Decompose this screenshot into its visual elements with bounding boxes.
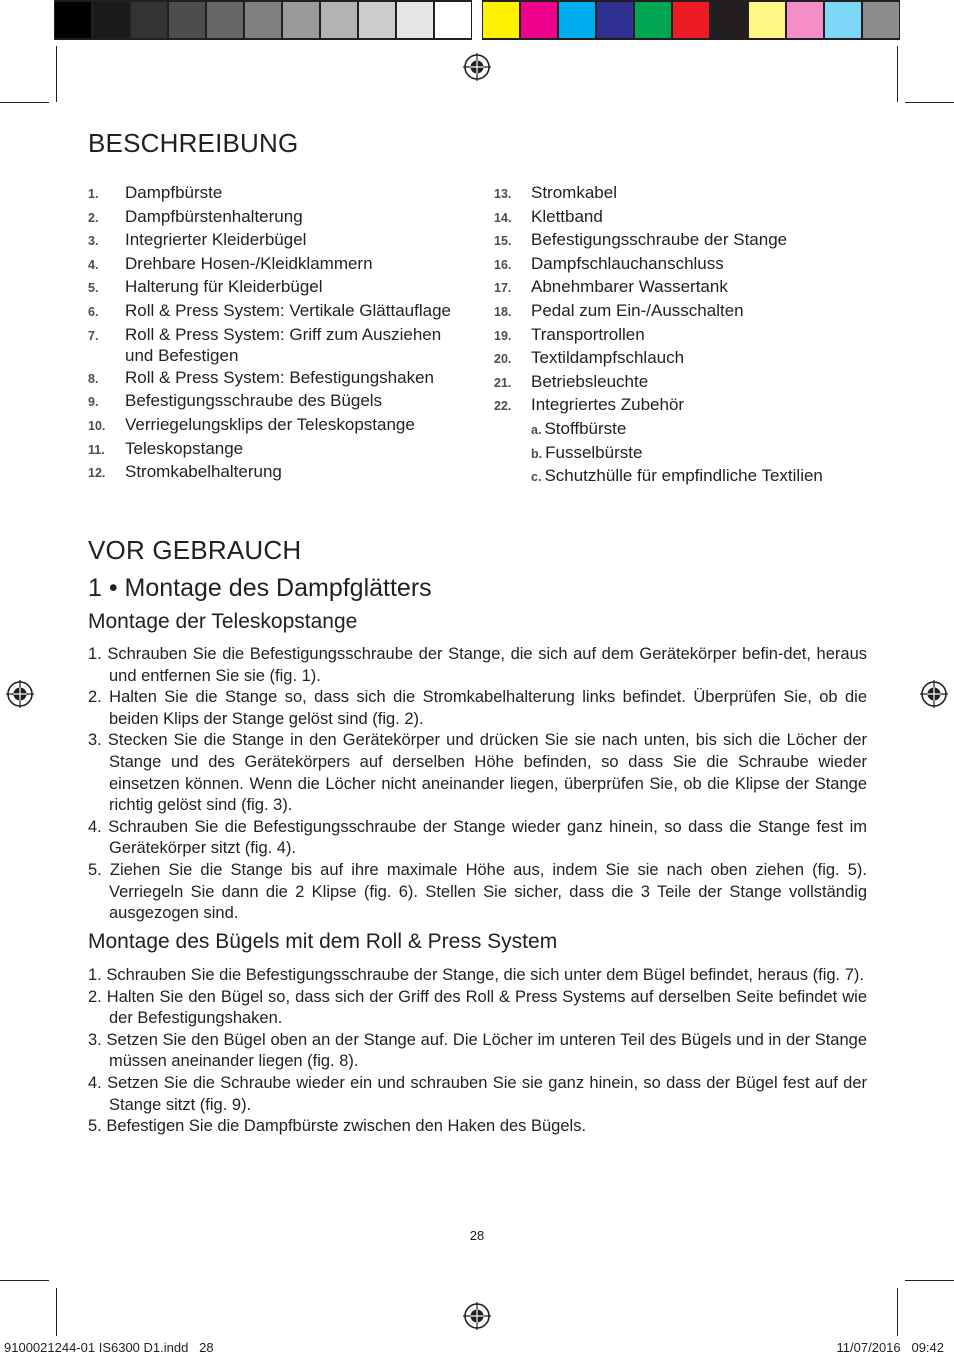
color-swatch bbox=[596, 0, 634, 40]
item-number: 20. bbox=[494, 352, 512, 367]
item-label: Verriegelungsklips der Teleskopstange bbox=[125, 414, 415, 434]
item-label: Betriebsleuchte bbox=[531, 371, 649, 391]
color-swatch bbox=[168, 0, 206, 40]
color-swatch bbox=[396, 0, 434, 40]
item-label: Stromkabelhalterung bbox=[125, 462, 282, 482]
registration-mark-icon bbox=[5, 679, 35, 709]
sub-item-letter: c. bbox=[531, 470, 542, 485]
crop-mark bbox=[905, 102, 954, 103]
section-title-beschreibung: BESCHREIBUNG bbox=[88, 128, 299, 158]
list-item bbox=[494, 229, 869, 253]
registration-mark-icon bbox=[462, 52, 492, 82]
item-number: 11. bbox=[88, 442, 105, 457]
color-swatch bbox=[434, 0, 472, 40]
color-swatch bbox=[54, 0, 92, 40]
sub-list-item bbox=[494, 465, 869, 489]
indent-spacer bbox=[494, 442, 531, 466]
color-swatch bbox=[634, 0, 672, 40]
parts-list-right bbox=[494, 182, 869, 489]
list-item bbox=[494, 253, 869, 277]
item-label: Befestigungsschraube des Bügels bbox=[125, 391, 383, 411]
item-number: 4. bbox=[88, 257, 99, 272]
indent-spacer bbox=[494, 418, 531, 442]
item-number: 2. bbox=[88, 210, 99, 225]
step-item: 3. Stecken Sie die Stange in den Gerätekörper und drücken Sie sie nach unten, bis sich die Löcher der Stange und des Gerätekörpers auf derselben Höhe befinden, so dass Sie die Schraube wieder einsetzen können. Wenn die Löcher nicht aneinander liegen, überprüfen Sie, ob die Klipse der Stange richtig gelöst sind (fig. 3). bbox=[88, 731, 867, 815]
sub-item-label: Schutzhülle für empfindliche Textilien bbox=[544, 466, 823, 486]
item-number: 14. bbox=[494, 210, 512, 225]
step-item: 5. Ziehen Sie die Stange bis auf ihre maximale Höhe aus, indem Sie sie nach oben ziehen (fig. 5). Verriegeln Sie dann die 2 Klipse (fig. 6). Stellen Sie sicher, dass die 3 Teile der Stange vollständig ausgezogen sind. bbox=[88, 860, 867, 923]
list-item bbox=[88, 367, 473, 391]
item-label: Integrierter Kleiderbügel bbox=[125, 230, 307, 250]
item-number: 15. bbox=[494, 234, 512, 249]
item-label: Transportrollen bbox=[531, 324, 645, 344]
item-label: Dampfbürste bbox=[125, 183, 223, 202]
item-number: 1. bbox=[88, 187, 99, 201]
sub-item-content bbox=[531, 442, 642, 466]
color-swatch bbox=[748, 0, 786, 40]
item-number: 22. bbox=[494, 399, 512, 414]
list-item bbox=[88, 229, 473, 253]
item-label: Teleskopstange bbox=[125, 438, 244, 458]
step-item: 2. Halten Sie den Bügel so, dass sich der Griff des Roll & Press Systems auf derselben Seite befindet wie der Befestigungshaken. bbox=[88, 987, 867, 1028]
crop-mark bbox=[56, 46, 57, 102]
item-number: 8. bbox=[88, 371, 99, 386]
list-item bbox=[88, 438, 473, 462]
sub-item-label: Stoffbürste bbox=[544, 418, 627, 438]
color-swatch bbox=[862, 0, 900, 40]
item-label: Dampfbürstenhalterung bbox=[125, 206, 303, 226]
color-swatch bbox=[92, 0, 130, 40]
list-item bbox=[88, 390, 473, 414]
registration-mark-icon bbox=[919, 679, 949, 709]
crop-mark bbox=[56, 1288, 57, 1336]
date-slug: 11/07/2016 09:42 bbox=[836, 1340, 944, 1355]
item-number: 9. bbox=[88, 395, 99, 410]
list-item bbox=[494, 206, 869, 230]
item-number: 19. bbox=[494, 328, 512, 343]
list-item bbox=[494, 182, 869, 206]
item-number: 13. bbox=[494, 187, 512, 201]
item-label: Textildampfschlauch bbox=[531, 348, 685, 368]
step-item: 1. Schrauben Sie die Befestigungsschraube der Stange, die sich unter dem Bügel befindet, heraus (fig. 7). bbox=[88, 966, 864, 984]
step-item: 3. Setzen Sie den Bügel oben an der Stange auf. Die Löcher im unteren Teil des Bügels und in der Stange müssen aneinander liegen (fig. 8). bbox=[88, 1030, 867, 1071]
item-number: 21. bbox=[494, 375, 512, 390]
subsection-title: 1 • Montage des Dampfglätters bbox=[88, 574, 432, 602]
item-label: Integriertes Zubehör bbox=[531, 395, 685, 415]
list-item bbox=[88, 206, 473, 230]
item-label: Klettband bbox=[531, 206, 603, 226]
item-number: 18. bbox=[494, 304, 512, 319]
sub-item-letter: b. bbox=[531, 446, 543, 461]
color-swatch bbox=[206, 0, 244, 40]
page-number: 28 bbox=[469, 1228, 485, 1243]
crop-mark bbox=[897, 46, 898, 102]
sub-item-label: Fusselbürste bbox=[545, 442, 643, 462]
sub-list-item bbox=[494, 442, 869, 466]
color-swatch bbox=[710, 0, 748, 40]
color-swatch bbox=[786, 0, 824, 40]
list-item bbox=[88, 253, 473, 277]
gray-color-bar bbox=[54, 0, 472, 40]
section-title-vor-gebrauch: VOR GEBRAUCH bbox=[88, 535, 302, 565]
sub-item-content bbox=[531, 465, 823, 489]
list-item bbox=[88, 414, 473, 438]
item-number: 17. bbox=[494, 281, 512, 296]
color-swatch bbox=[244, 0, 282, 40]
list-item bbox=[494, 347, 869, 371]
crop-mark bbox=[905, 1280, 954, 1281]
item-number: 6. bbox=[88, 304, 99, 319]
block-heading-teleskopstange: Montage der Teleskopstange bbox=[88, 610, 358, 633]
item-label: Halterung für Kleiderbügel bbox=[125, 277, 323, 297]
list-item bbox=[88, 324, 473, 367]
item-label: Roll & Press System: Befestigungshaken bbox=[125, 367, 434, 387]
list-item bbox=[494, 300, 869, 324]
list-item bbox=[494, 394, 869, 418]
sub-item-content bbox=[531, 418, 626, 442]
item-number: 5. bbox=[88, 281, 99, 296]
item-label: Drehbare Hosen-/Kleidklammern bbox=[125, 253, 373, 273]
list-item bbox=[494, 324, 869, 348]
color-swatch bbox=[130, 0, 168, 40]
block-heading-buegel: Montage des Bügels mit dem Roll & Press System bbox=[88, 930, 558, 953]
step-item: 4. Setzen Sie die Schraube wieder ein und schrauben Sie sie ganz hinein, so dass der Bügel fest auf der Stange sitzt (fig. 9). bbox=[88, 1073, 867, 1114]
item-number: 7. bbox=[88, 328, 99, 343]
item-label: Dampfschlauchanschluss bbox=[531, 253, 724, 273]
steps-list-buegel bbox=[88, 965, 867, 1138]
color-swatch bbox=[520, 0, 558, 40]
color-swatch bbox=[282, 0, 320, 40]
color-swatch bbox=[320, 0, 358, 40]
item-label: Pedal zum Ein-/Ausschalten bbox=[531, 300, 744, 320]
list-item bbox=[88, 276, 473, 300]
color-swatch bbox=[482, 0, 520, 40]
step-item: 2. Halten Sie die Stange so, dass sich die Stromkabelhalterung links befindet. Überprüfen Sie, ob die beiden Klips der Stange gelöst sind (fig. 2). bbox=[88, 688, 867, 728]
item-label: Roll & Press System: Vertikale Glättauflage bbox=[125, 300, 451, 320]
color-swatch bbox=[672, 0, 710, 40]
step-item: 1. Schrauben Sie die Befestigungsschraube der Stange, die sich auf dem Gerätekörper befin-det, heraus und entfernen Sie sie (fig. 1). bbox=[88, 645, 867, 685]
list-item bbox=[494, 371, 869, 395]
step-item: 5. Befestigen Sie die Dampfbürste zwischen den Haken des Bügels. bbox=[88, 1117, 587, 1136]
list-item bbox=[88, 461, 473, 485]
color-swatch bbox=[558, 0, 596, 40]
process-color-bar bbox=[482, 0, 900, 40]
indent-spacer bbox=[494, 465, 531, 489]
item-label: Stromkabel bbox=[531, 183, 617, 202]
sub-item-letter: a. bbox=[531, 422, 542, 437]
item-number: 10. bbox=[88, 418, 106, 433]
file-slug: 9100021244-01 IS6300 D1.indd 28 bbox=[4, 1340, 214, 1355]
item-label: Befestigungsschraube der Stange bbox=[531, 230, 788, 250]
step-item: 4. Schrauben Sie die Befestigungsschraube der Stange wieder ganz hinein, so dass die Stange fest im Gerätekörper sitzt (fig. 4). bbox=[88, 817, 867, 858]
color-swatch bbox=[824, 0, 862, 40]
sub-list-item bbox=[494, 418, 869, 442]
crop-mark bbox=[0, 102, 49, 103]
list-item bbox=[88, 182, 473, 206]
registration-mark-icon bbox=[462, 1301, 492, 1331]
list-item bbox=[88, 300, 473, 324]
item-label: Roll & Press System: Griff zum Ausziehen und Befestigen bbox=[125, 324, 442, 366]
list-item bbox=[494, 276, 869, 300]
item-number: 3. bbox=[88, 234, 99, 249]
color-swatch bbox=[358, 0, 396, 40]
item-label: Abnehmbarer Wassertank bbox=[531, 277, 728, 297]
parts-list-left bbox=[88, 182, 473, 485]
steps-list-teleskopstange bbox=[88, 644, 867, 925]
item-number: 16. bbox=[494, 257, 512, 272]
crop-mark bbox=[897, 1288, 898, 1336]
item-number: 12. bbox=[88, 466, 106, 481]
crop-mark bbox=[0, 1280, 49, 1281]
